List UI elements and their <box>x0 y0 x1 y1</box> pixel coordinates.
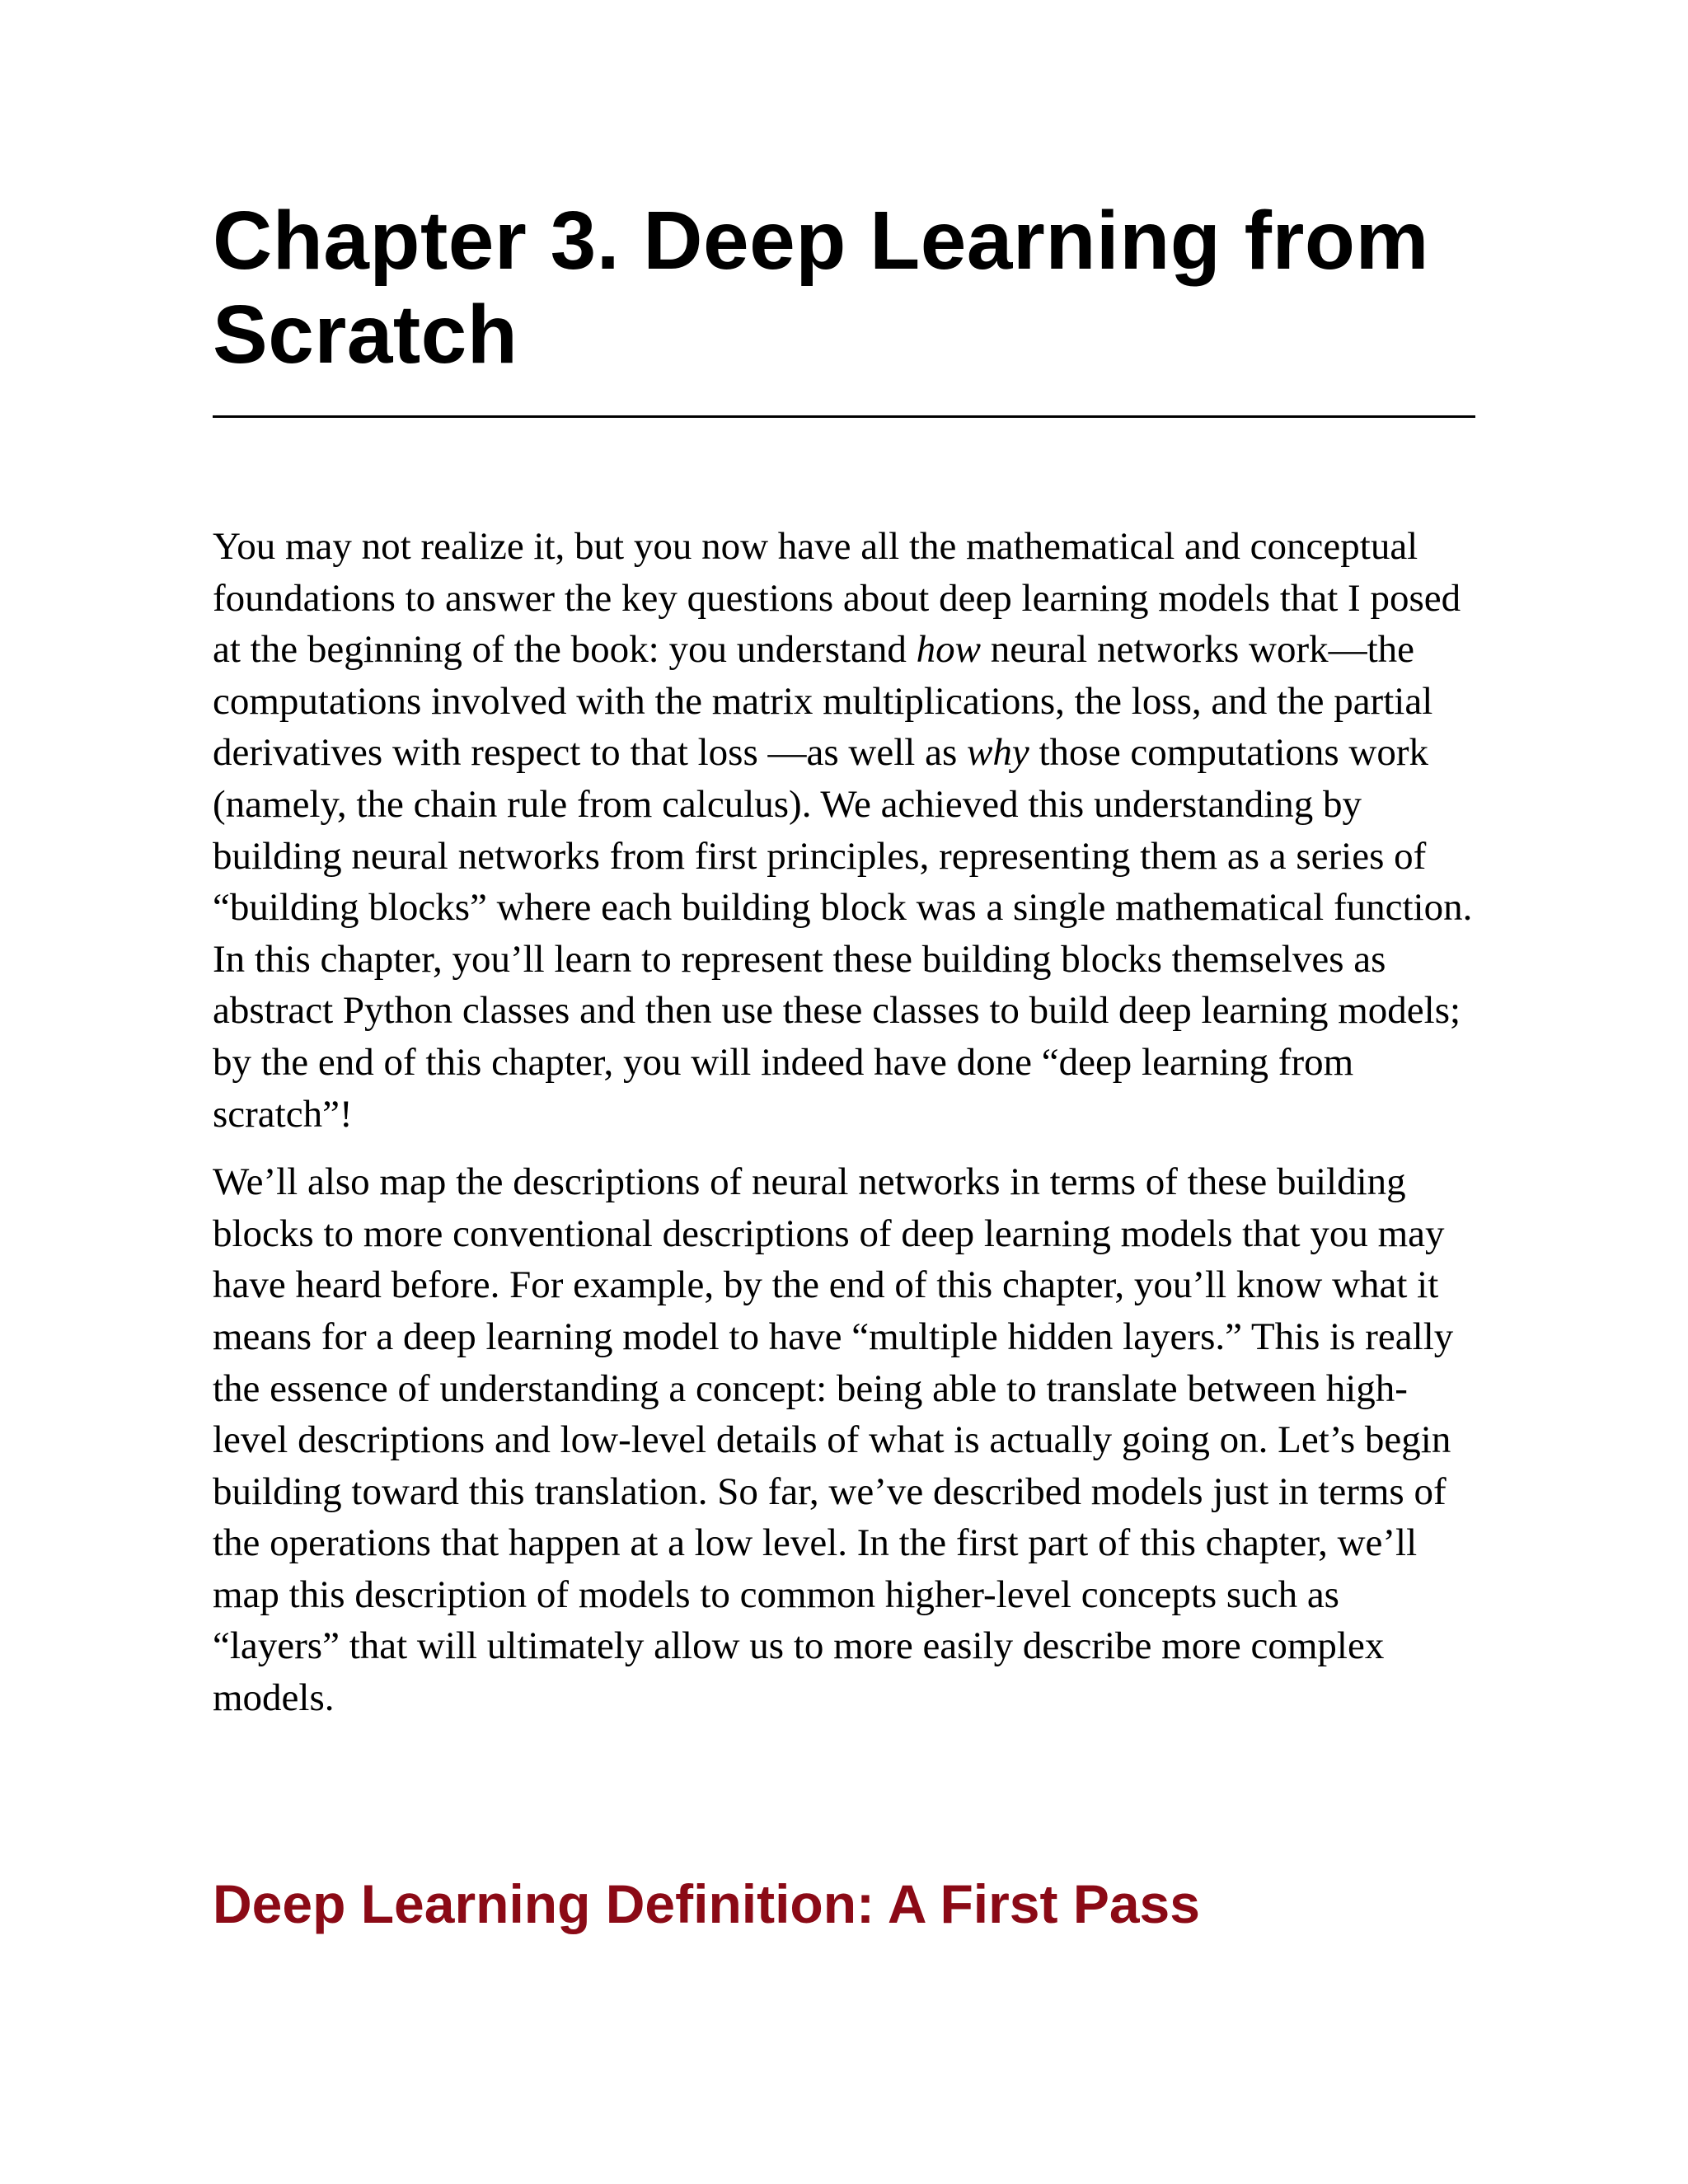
intro-paragraph-1 <box>213 521 1475 1140</box>
chapter-title: Chapter 3. Deep Learning from Scratch <box>213 194 1429 381</box>
paragraph-text: those computations work (namely, the chain rule from calculus). We achieved this understanding by building neural networks from first principles, representing them as a series of “building blocks” where each building block was a single mathematical function. In this chapter, you’ll learn to represent these building blocks themselves as abstract Python classes and then use these classes to build deep learning models; by the end of this chapter, you will indeed have done “deep learning from scratch”! <box>213 731 1473 1136</box>
paragraph-text: You may not realize it, but you now have all the mathematical and conceptual foundations to answer the key questions about deep learning models that I posed at the beginning of the book: you understand <box>213 525 1461 672</box>
emphasis-how: how <box>916 628 982 672</box>
chapter-body <box>213 521 1475 1741</box>
paragraph-text: neural networks work—the computations involved with the matrix multiplications, the loss, and the partial derivatives with respect to that loss —as well as <box>213 628 1433 775</box>
intro-paragraph-2: We’ll also map the descriptions of neural networks in terms of these building blocks to more conventional descriptions of deep learning models that you may have heard before. For example, by the end of this chapter, you’ll know what it means for a deep learning model to have “multiple hidden layers.” This is really the essence of understanding a concept: being able to translate between high-level descriptions and low-level details of what is actually going on. Let’s begin building toward this translation. So far, we’ve described models just in terms of the operations that happen at a low level. In the first part of this chapter, we’ll map this description of models to common higher-level concepts such as “layers” that will ultimately allow us to more easily describe more complex models. <box>213 1160 1454 1720</box>
emphasis-why: why <box>967 731 1029 775</box>
section-heading: Deep Learning Definition: A First Pass <box>213 1873 1200 1934</box>
title-divider <box>213 415 1475 418</box>
document-page <box>213 0 1475 2184</box>
